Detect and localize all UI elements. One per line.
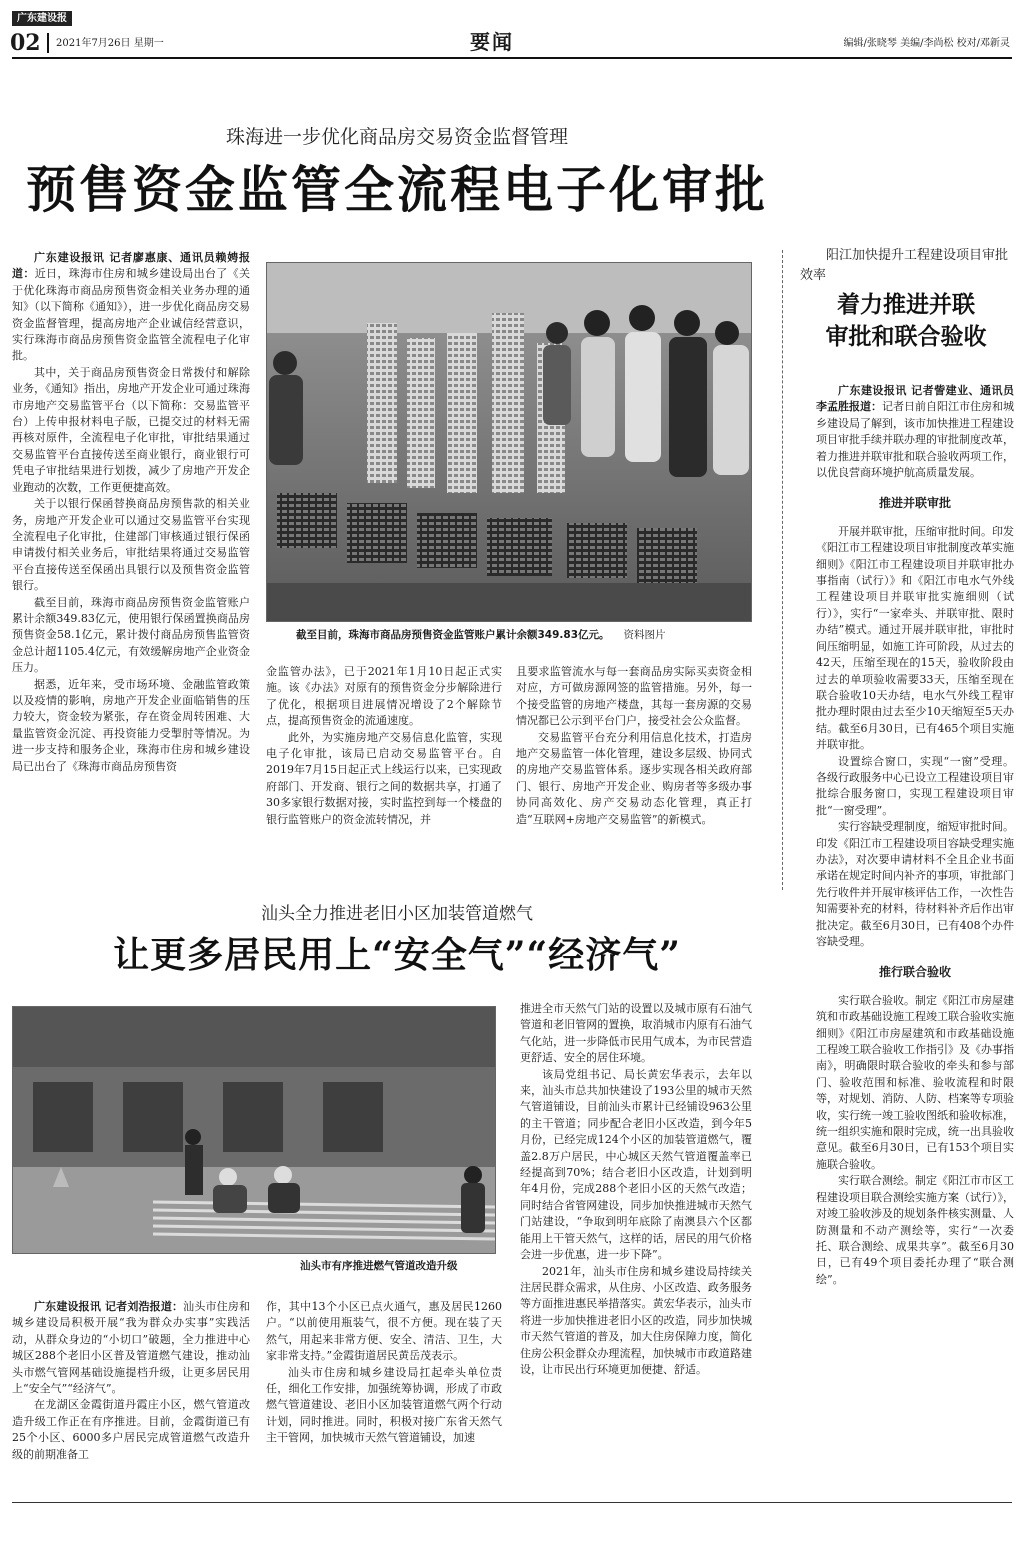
paragraph-text: 且要求监管流水与每一套商品房实际买卖资金相对应，方可做房源网签的监管措施。另外，每一个接受监管的房地产楼盘，其每一套房源的交易情况都已公示到平台门户，接受社会公众监督。 <box>516 665 752 728</box>
paragraph <box>816 1173 1014 1288</box>
page-number-divider <box>47 33 49 53</box>
column-divider <box>782 250 783 890</box>
paragraph <box>266 730 502 828</box>
paragraph <box>12 365 250 496</box>
paragraph-text: 开展并联审批，压缩审批时间。印发《阳江市工程建设项目审批制度改革实施细则》《阳江市工程建设项目并联审批办事指南（试行）》和《阳江市电水气外线工程建设项目并联审批实施细则（试行）》，实行“一家牵头、并联审批、限时办结”模式。通过开展并联审批，审批时间压缩明显，如施工许可阶段，从过去的42天，压缩至现在的15天，验收阶段由过去的单项验收需要33天，压缩至现在联合验收10天办结，电水气外线工程审批办理时限由过去至少10天缩短至5天办结。截至6月30日，已有465个项目实施并联审批。 <box>816 524 1014 752</box>
paragraph-text: 此外，为实施房地产交易信息化监管，实现电子化审批，该局已启动交易监管平台。自2019年7月15日起正式上线运行以来，已实现政府部门、开发商、银行之间的数据共享，打通了30多家银行数据对接，实时监控到每一个楼盘的银行监管账户的资金流转情况，并 <box>266 730 502 826</box>
paragraph <box>816 383 1014 481</box>
paragraph <box>516 730 752 828</box>
article2-photo <box>12 1006 496 1254</box>
article2-col-right-of-photo <box>520 1001 752 1491</box>
paragraph-text: 金监管办法》，已于2021年1月10日起正式实施。该《办法》对原有的预售资金分步解除进行了优化，根据项目进展情况增设了2个解除节点，提高预售资金的流通速度。 <box>266 665 502 728</box>
paragraph-text: 近日，珠海市住房和城乡建设局出台了《关于优化珠海市商品房预售资金相关业务办理的通知》（以下简称《通知》），进一步优化商品房交易资金监督管理，提高房地产企业诚信经营意识，实行珠海市商品房预售资金监管全流程电子化审批。 <box>12 267 250 363</box>
paragraph-text: 2021年，汕头市住房和城乡建设局持续关注居民群众需求，从住房、小区改造、政务服务等方面推进惠民举措落实。黄宏华表示，汕头市将进一步加快推进老旧小区的改造，同步加快城市天然气管道的普及，加大住房保障力度，简化住房公积金群众办理流程，加快城市市政道路建设，让市民出行环境更加便捷、舒适。 <box>520 1264 752 1376</box>
header-rule <box>12 57 1012 59</box>
page-number: 02 <box>10 30 41 56</box>
paragraph <box>520 1067 752 1264</box>
article1-col2 <box>266 664 502 884</box>
article1-photo <box>266 262 752 622</box>
paragraph-text: 实行联合验收。制定《阳江市房屋建筑和市政基础设施工程竣工联合验收实施细则》《阳江市房屋建筑和市政基础设施工程竣工联合验收工作指引》及《办事指南》，明确限时联合验收的牵头和参与部门、验收范围和标准、验收流程和时限等，对规划、消防、人防、档案等专项验收，实行统一竣工验收图纸和验收标准，统一组织实施和限时完成，统一出具验收意见。截至6月30日，已有153个项目实施联合验收。 <box>816 993 1014 1171</box>
article1-kicker: 珠海进一步优化商品房交易资金监督管理 <box>225 126 568 148</box>
photo-credit: 资料图片 <box>623 629 666 641</box>
byline: 广东建设报讯 记者廖惠康、通讯员赖娉报道： <box>12 251 250 281</box>
paragraph <box>12 1299 250 1397</box>
paragraph <box>816 819 1014 950</box>
article1-photo-caption <box>296 628 666 642</box>
footer-rule <box>12 1502 1012 1503</box>
issue-date: 2021年7月26日 星期一 <box>56 38 164 49</box>
paragraph <box>266 664 502 730</box>
paragraph <box>12 595 250 677</box>
paragraph <box>266 1299 502 1365</box>
paragraph <box>520 1001 752 1067</box>
article3-kicker: 阳江加快提升工程建设项目审批效率 <box>800 248 1009 283</box>
paragraph <box>12 496 250 594</box>
paragraph <box>266 1365 502 1447</box>
paragraph-text: 该局党组书记、局长黄宏华表示，去年以来，汕头市总共加快建设了193公里的城市天然气管道铺设，目前汕头市累计已经铺设963公里的主干管道；同步配合老旧小区改造，到今年5月份，已经完成124个小区的加装管道燃气，覆盖2.8万户居民，中心城区天然气管道覆盖率已经提高到70%；结合老旧小区改造，计划到明年4月份，完成288个老旧小区的天然气改造；同时结合省管网建设，同步加快推进城市天然气门站建设，“争取到明年底除了南澳县六个区都能用上干管天然气，这样的话，居民的用气价格会进一步优惠，进一步下降”。 <box>520 1067 752 1262</box>
paragraph <box>12 677 250 775</box>
paragraph-text: 设置综合窗口，实现“一窗”受理。各级行政服务中心已设立工程建设项目审批综合服务窗口，实现工程建设项目审批“一窗受理”。 <box>816 754 1014 817</box>
paragraph <box>12 1397 250 1463</box>
paragraph <box>816 754 1014 820</box>
paragraph <box>12 250 250 365</box>
section-subheading: 推行联合验收 <box>878 965 951 980</box>
paragraph-text: 推进全市天然气门站的设置以及城市原有石油气管道和老旧管网的置换，取消城市内原有石油气气化站，进一步降低市民用气成本，为市民营造更舒适、安全的居住环境。 <box>520 1002 752 1065</box>
article3-body <box>816 383 1014 1495</box>
paragraph-text: 交易监管平台充分利用信息化技术，打造房地产交易监管一体化管理，建设多层级、协同式的房地产交易监管体系。逐步实现各相关政府部门、银行、房地产开发企业、购房者等多级办事协同高效化、房产交易动态化管理，真正打造“互联网+房地产交易监管”的新模式。 <box>516 730 752 826</box>
paper-name: 广东建设报 <box>12 11 72 26</box>
editor-credits: 编辑/张晓琴 美编/李尚松 校对/邓新灵 <box>843 38 1010 49</box>
paragraph-text: 记者日前自阳江市住房和城乡建设局了解到，该市加快推进工程建设项目审批手续并联办理的审批制度改革，着力推进并联审批和联合验收两项工作，以优良营商环境护航高质量发展。 <box>816 400 1014 480</box>
paragraph <box>520 1264 752 1379</box>
gas-pipe-work-illustration <box>13 1007 496 1254</box>
article2-col-b <box>266 1299 502 1489</box>
paragraph <box>816 524 1014 754</box>
paragraph-text: 实行联合测绘。制定《阳江市市区工程建设项目联合测绘实施方案（试行）》，对竣工验收涉及的规划条件核实测量、人防测量和不动产测绘等，实行“一次委托、联合测绘、成果共享”。截至6月30日，已有49个项目委托办理了“联合测绘”。 <box>816 1174 1014 1286</box>
paragraph-text: 在龙湖区金霞街道丹霞庄小区，燃气管道改造升级工作正在有序推进。目前，金霞街道已有25个小区、6000多户居民完成管道燃气改造升级的前期准备工 <box>12 1398 250 1461</box>
paragraph-text: 作，其中13个小区已点火通气，惠及居民1260户。“以前使用瓶装气，很不方便。现在装了天然气，用起来非常方便、安全、清洁、卫生，大家非常支持。”金霞街道居民黄岳茂表示。 <box>266 1300 502 1363</box>
section-subheading: 推进并联审批 <box>878 496 951 511</box>
section-title: 要闻 <box>470 30 514 54</box>
article3-headline-2: 审批和联合验收 <box>825 323 987 350</box>
paragraph-text: 截至目前，珠海市商品房预售资金监管账户累计余额349.83亿元，使用银行保函置换商品房预售资金58.1亿元，累计拨付商品房预售监管资金总计超1105.4亿元，有效缓解房地产企业资金压力。 <box>12 595 250 675</box>
article3-headline-1: 着力推进并联 <box>837 291 975 318</box>
paragraph-text: 汕头市住房和城乡建设局积极开展“我为群众办实事”实践活动，从群众身边的“小切口”破题，全力推进中心城区288个老旧小区普及管道燃气建设，推动汕头市燃气管网基础设施提档升级，让更多居民用上“安全气”“经济气”。 <box>12 1300 250 1396</box>
article2-col-a <box>12 1299 250 1489</box>
article2-kicker: 汕头全力推进老旧小区加装管道燃气 <box>261 904 533 924</box>
article1-col1 <box>12 250 250 882</box>
byline: 广东建设报讯 记者訾建业、通讯员李孟胜报道： <box>816 384 1014 414</box>
paragraph <box>816 993 1014 1173</box>
article1-col3 <box>516 664 752 884</box>
byline: 广东建设报讯 记者刘浩报道： <box>34 1300 184 1313</box>
paragraph <box>516 664 752 730</box>
paragraph-text: 汕头市住房和城乡建设局扛起牵头单位责任，细化工作安排，加强统筹协调，形成了市政燃气管道建设、老旧小区加装管道燃气两个行动计划，同时推进。同时，积极对接广东省天然气主干管网，加快城市天然气管道铺设，加速 <box>266 1365 502 1445</box>
paragraph-text: 其中，关于商品房预售资金日常拨付和解除业务，《通知》指出，房地产开发企业可通过珠海市房地产交易监管平台（以下简称：交易监管平台）上传申报材料电子版，已提交过的材料无需再核对原件，全流程电子化审批，审批结果通过交易监管平台直接传送至商业银行，商业银行可凭电子审批结果进行划拨，减少了房地产开发企业跑动的次数，工作更便捷高效。 <box>12 365 250 494</box>
paragraph-text: 实行容缺受理制度，缩短审批时间。印发《阳江市工程建设项目容缺受理实施办法》，对次要申请材料不全且企业书面承诺在规定时间内补齐的事项，审批部门先行收件并开展审核评估工作，一次性告知需要补充的材料，待材料补齐后作出审批决定。截至6月30日，已有408个办件容缺受理。 <box>816 820 1014 948</box>
article2-headline: 让更多居民用上“安全气”“经济气” <box>113 934 681 976</box>
sales-model-illustration <box>267 263 752 622</box>
paragraph-text: 关于以银行保函替换商品房预售款的相关业务，房地产开发企业可以通过交易监管平台实现全流程电子化审批，住建部门审核通过银行保函申请拨付相关业务后，审批结果将通过交易监管平台直接传送至保函出具银行以及预售资金监管银行。 <box>12 497 250 593</box>
article1-headline: 预售资金监管全流程电子化审批 <box>26 160 768 219</box>
paragraph-text: 据悉，近年来，受市场环境、金融监管政策以及疫情的影响，房地产开发企业面临销售的压力较大，资金较为紧张，存在资金周转困难、大量监管资金沉淀、再投资能力受掣肘等情况。为进一步支持和服务企业，珠海市住房和城乡建设局已出台了《珠海市商品房预售资 <box>12 677 250 773</box>
article2-photo-caption: 汕头市有序推进燃气管道改造升级 <box>300 1260 458 1272</box>
photo-caption-text: 截至目前，珠海市商品房预售资金监管账户累计余额349.83亿元。 <box>296 629 610 641</box>
